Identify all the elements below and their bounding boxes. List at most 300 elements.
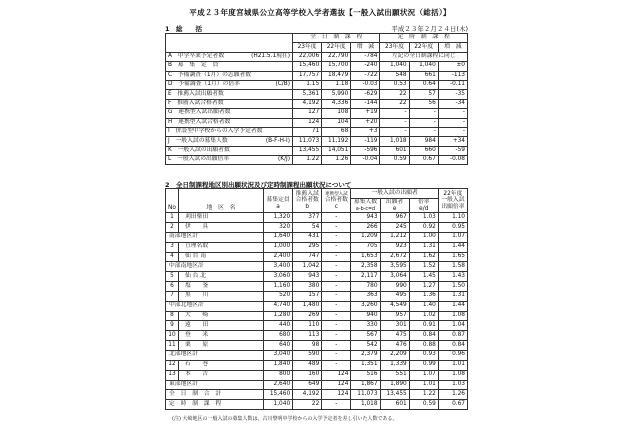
row-label	[166, 62, 293, 71]
district-name: 定 時 制 課 程	[166, 400, 264, 410]
value-cell: 923	[380, 242, 409, 252]
value-cell: 57	[409, 90, 438, 99]
value-cell: 0.92	[409, 223, 438, 233]
value-cell: 1.26	[438, 390, 467, 400]
value-cell: -	[322, 311, 351, 321]
value-cell: -	[409, 118, 438, 127]
value-cell: 1.07	[409, 370, 438, 380]
value-cell: -	[322, 331, 351, 341]
value-cell: 1.03	[409, 213, 438, 223]
district-no: 11	[166, 341, 179, 351]
value-cell: 2,672	[380, 252, 409, 262]
column-header: 増 減	[438, 43, 467, 52]
value-cell: 4,336	[322, 99, 351, 108]
value-cell: 380	[293, 282, 322, 292]
district-name: 黒 川	[179, 291, 264, 301]
value-cell: 661	[409, 71, 438, 80]
value-cell: 1.31	[409, 242, 438, 252]
district-name: 石 巻	[179, 360, 264, 370]
value-cell: 11,073	[293, 137, 322, 146]
value-cell: 1.45	[409, 272, 438, 282]
district-name: 中部北地区計	[166, 301, 264, 311]
row-label-text: H 連携型入試合格者数	[168, 118, 231, 125]
table-row	[166, 223, 468, 233]
value-cell: 4,740	[264, 301, 293, 311]
value-cell: 124	[293, 118, 322, 127]
value-cell: 22	[380, 90, 409, 99]
value-cell: 1.08	[438, 311, 467, 321]
value-cell: 4,192	[293, 99, 322, 108]
table-row	[166, 99, 468, 108]
col-b: 推薦入試 合格者数 b	[293, 189, 322, 213]
col-prev: 22年度 一般入試 出願倍率	[438, 189, 467, 213]
value-cell: 1.36	[409, 291, 438, 301]
corner-cell	[166, 34, 293, 53]
value-cell: +3	[351, 127, 380, 136]
value-cell: -	[380, 118, 409, 127]
value-cell: 1,018	[351, 400, 380, 410]
merged-cell: 左記の全日制課程に同じ	[380, 52, 468, 61]
value-cell: 13,455	[380, 390, 409, 400]
value-cell: -	[438, 109, 467, 118]
row-label-text: E 推薦入試出願者数	[168, 90, 224, 97]
value-cell: 601	[380, 400, 409, 410]
value-cell: 11,192	[322, 137, 351, 146]
value-cell: 3,040	[264, 350, 293, 360]
value-cell: -	[322, 223, 351, 233]
value-cell: 56	[409, 99, 438, 108]
subtotal-row	[166, 350, 468, 360]
value-cell: 489	[293, 360, 322, 370]
subtotal-row	[166, 232, 468, 242]
row-label-text: J 一般入試の募集人数	[168, 137, 228, 144]
value-cell: 1,653	[351, 252, 380, 262]
value-cell: -	[322, 301, 351, 311]
value-cell: 990	[380, 282, 409, 292]
value-cell: 0.88	[409, 341, 438, 351]
value-cell: 800	[264, 370, 293, 380]
subtotal-row	[166, 262, 468, 272]
value-cell: 3,060	[264, 272, 293, 282]
value-cell: -	[322, 252, 351, 262]
district-no: 5	[166, 272, 179, 282]
value-cell: 1,040	[264, 400, 293, 410]
value-cell: 1.22	[409, 390, 438, 400]
value-cell: 295	[293, 242, 322, 252]
district-name: 刈田柴田	[179, 213, 264, 223]
value-cell: 1,890	[380, 380, 409, 390]
table-row	[166, 213, 468, 223]
district-name: 栗 原	[179, 341, 264, 351]
value-cell: -	[322, 213, 351, 223]
value-cell: 5,990	[322, 90, 351, 99]
value-cell: 940	[351, 311, 380, 321]
district-name: 大 崎	[179, 311, 264, 321]
table-row	[166, 109, 468, 118]
value-cell: 1,867	[351, 380, 380, 390]
value-cell: 0.87	[438, 331, 467, 341]
row-label	[166, 80, 293, 89]
value-cell: 14,051	[322, 146, 351, 155]
value-cell: 2,640	[264, 380, 293, 390]
value-cell: +34	[438, 137, 467, 146]
row-label-text: I 併設型中学校からの入学予定者数	[168, 128, 263, 135]
value-cell: 1.22	[293, 156, 322, 165]
value-cell: 542	[351, 341, 380, 351]
value-cell: 1.10	[438, 213, 467, 223]
value-cell: 1,042	[293, 262, 322, 272]
value-cell: 1.07	[438, 232, 467, 242]
value-cell: 2,379	[351, 350, 380, 360]
value-cell: 0.59	[409, 400, 438, 410]
value-cell: 1.50	[438, 282, 467, 292]
value-cell: -596	[351, 146, 380, 155]
row-label	[166, 118, 293, 127]
value-cell: 5,361	[293, 90, 322, 99]
table-row	[166, 360, 468, 370]
district-name: 南部地区計	[166, 232, 264, 242]
table-row	[166, 62, 468, 71]
district-no: 1	[166, 213, 179, 223]
col-general: 一般入試の出願者	[351, 189, 438, 199]
district-name: 本 吉	[179, 370, 264, 380]
value-cell: 1,209	[351, 232, 380, 242]
row-label-note: (H21.5.1現在)	[251, 53, 290, 60]
value-cell: 516	[351, 370, 380, 380]
row-label-note: (C/B)	[275, 81, 290, 88]
table-row	[166, 321, 468, 331]
row-label-text: L 一般入試の出願倍率	[168, 156, 230, 163]
value-cell: 1.18	[322, 80, 351, 89]
value-cell: -	[380, 109, 409, 118]
value-cell: 13,455	[293, 146, 322, 155]
col-ratio: 倍率 e/d	[409, 198, 438, 212]
value-cell: 680	[264, 331, 293, 341]
value-cell: -	[322, 360, 351, 370]
value-cell: 269	[293, 311, 322, 321]
value-cell: 1.04	[438, 321, 467, 331]
row-label	[166, 156, 293, 165]
value-cell: 17,757	[293, 71, 322, 80]
row-label-text: D 予備調査（1月）の倍率	[168, 81, 240, 88]
value-cell: 431	[293, 232, 322, 242]
value-cell: 1,018	[380, 137, 409, 146]
table-row	[166, 52, 468, 61]
value-cell: 22	[293, 400, 322, 410]
row-label-note: (B-F-H-I)	[265, 137, 290, 144]
value-cell: -	[438, 118, 467, 127]
table-row	[166, 156, 468, 165]
row-label-text: K 一般入試の出願者数	[168, 146, 230, 153]
value-cell: -	[322, 291, 351, 301]
value-cell: 1.58	[438, 262, 467, 272]
district-name: 仙 台 北	[179, 272, 264, 282]
value-cell: -35	[438, 90, 467, 99]
value-cell: 1.01	[409, 380, 438, 390]
value-cell: +20	[351, 118, 380, 127]
district-name: 北部地区計	[166, 350, 264, 360]
value-cell: 0.53	[380, 80, 409, 89]
value-cell: -240	[351, 62, 380, 71]
value-cell: 1.26	[322, 156, 351, 165]
value-cell: -	[322, 232, 351, 242]
col-e: 出願者 e	[380, 198, 409, 212]
value-cell: 1,640	[264, 232, 293, 242]
table-row	[166, 80, 468, 89]
value-cell: 110	[293, 321, 322, 331]
row-label-text: C 予備調査（1月）の志願者数	[168, 71, 252, 78]
row-label-text: F 推薦入試合格者数	[168, 100, 224, 107]
document-title: 平成２３年度宮城県公立高等学校入学者選抜【一般入試出願状況（総括）】	[189, 8, 451, 17]
district-name: 登 米	[179, 331, 264, 341]
value-cell: 160	[293, 370, 322, 380]
district-name: 遠 田	[179, 321, 264, 331]
table-row	[166, 127, 468, 136]
value-cell: +19	[351, 109, 380, 118]
value-cell: 68	[322, 127, 351, 136]
column-header: 増 減	[351, 43, 380, 52]
value-cell: 0.67	[409, 156, 438, 165]
value-cell: 245	[380, 223, 409, 233]
value-cell: 0.95	[438, 223, 467, 233]
value-cell: 1.62	[409, 252, 438, 262]
district-no: 13	[166, 370, 179, 380]
table-row	[166, 311, 468, 321]
value-cell: 0.99	[409, 360, 438, 370]
total-row	[166, 400, 468, 410]
row-label	[166, 52, 293, 61]
table-row	[166, 137, 468, 146]
value-cell: 1.15	[293, 80, 322, 89]
value-cell: 590	[293, 350, 322, 360]
value-cell: 11,073	[351, 390, 380, 400]
district-no: 12	[166, 360, 179, 370]
value-cell: 551	[380, 370, 409, 380]
table-row	[166, 252, 468, 262]
value-cell: 71	[293, 127, 322, 136]
value-cell: 3,595	[380, 262, 409, 272]
value-cell: 747	[293, 252, 322, 262]
district-name: 東部地区計	[166, 380, 264, 390]
value-cell: -0.11	[438, 80, 467, 89]
district-no: 9	[166, 321, 179, 331]
value-cell: -34	[438, 99, 467, 108]
district-name: 伊 具	[179, 223, 264, 233]
district-no: 8	[166, 311, 179, 321]
district-no: 3	[166, 242, 179, 252]
value-cell: -	[409, 127, 438, 136]
district-no: 10	[166, 331, 179, 341]
value-cell: -	[438, 127, 467, 136]
row-label-text: A 中学卒業予定者数	[168, 53, 225, 60]
value-cell: 1.01	[438, 360, 467, 370]
value-cell: -	[380, 127, 409, 136]
table-row	[166, 282, 468, 292]
value-cell: 1.52	[409, 262, 438, 272]
value-cell: 984	[409, 137, 438, 146]
value-cell: 967	[380, 213, 409, 223]
value-cell: 3,400	[264, 262, 293, 272]
value-cell: 3,064	[380, 272, 409, 282]
value-cell: 780	[351, 282, 380, 292]
value-cell: 0.64	[409, 80, 438, 89]
value-cell: 54	[293, 223, 322, 233]
value-cell: 113	[293, 331, 322, 341]
value-cell: 1,000	[264, 242, 293, 252]
value-cell: 330	[351, 321, 380, 331]
value-cell: -	[322, 321, 351, 331]
value-cell: 157	[293, 291, 322, 301]
value-cell: 1.08	[438, 370, 467, 380]
value-cell: 2,117	[351, 272, 380, 282]
value-cell: 1,160	[264, 282, 293, 292]
table-row	[166, 331, 468, 341]
value-cell: 104	[322, 118, 351, 127]
value-cell: 476	[380, 341, 409, 351]
total-row	[166, 390, 468, 400]
col-name: 地 区 名	[179, 189, 264, 213]
value-cell: -629	[351, 90, 380, 99]
value-cell: 363	[351, 291, 380, 301]
value-cell: 649	[293, 380, 322, 390]
district-no: 7	[166, 291, 179, 301]
table-row	[166, 118, 468, 127]
value-cell: -	[322, 341, 351, 351]
value-cell: 15,700	[322, 62, 351, 71]
full-time-header: 全 日 制 課 程	[293, 34, 380, 43]
value-cell: -722	[351, 71, 380, 80]
value-cell: 0.59	[380, 156, 409, 165]
value-cell: -	[322, 242, 351, 252]
table-row	[166, 146, 468, 155]
value-cell: 1.31	[438, 291, 467, 301]
value-cell: -0.04	[351, 156, 380, 165]
value-cell: 22,790	[322, 52, 351, 61]
value-cell: 1,351	[351, 360, 380, 370]
district-no: 2	[166, 223, 179, 233]
footnote: (注) 大崎地区の一般入試の募集人数は、古川黎明中学校からの入学予定者を差し引いた人数である。	[172, 416, 398, 422]
row-label	[166, 109, 293, 118]
value-cell: 601	[380, 146, 409, 155]
value-cell: 266	[351, 223, 380, 233]
value-cell: 1,040	[409, 62, 438, 71]
value-cell: 1.02	[409, 311, 438, 321]
row-label-note: (K/J)	[278, 156, 290, 163]
column-header: 23年度	[380, 43, 409, 52]
row-label-text: B 募 集 定 員	[168, 62, 219, 69]
value-cell: 495	[380, 291, 409, 301]
value-cell: -	[409, 109, 438, 118]
value-cell: 124	[322, 380, 351, 390]
value-cell: 320	[264, 223, 293, 233]
col-c: 連携型入試 合格者数 c	[322, 189, 351, 213]
value-cell: 0.96	[438, 350, 467, 360]
value-cell: -	[322, 350, 351, 360]
value-cell: 567	[351, 331, 380, 341]
value-cell: 475	[380, 331, 409, 341]
district-name: 全 日 制 合 計	[166, 390, 264, 400]
value-cell: 301	[380, 321, 409, 331]
value-cell: 1.65	[438, 252, 467, 262]
value-cell: 660	[409, 146, 438, 155]
table-row	[166, 272, 468, 282]
value-cell: 108	[322, 109, 351, 118]
value-cell: 1,212	[380, 232, 409, 242]
district-no: 6	[166, 282, 179, 292]
district-name: 塩 釜	[179, 282, 264, 292]
value-cell: 3,260	[351, 301, 380, 311]
value-cell: -0.03	[351, 80, 380, 89]
value-cell: 1.03	[438, 380, 467, 390]
district-no: 4	[166, 252, 179, 262]
value-cell: 1.43	[438, 272, 467, 282]
value-cell: 127	[293, 109, 322, 118]
value-cell: -0.08	[438, 156, 467, 165]
row-label	[166, 146, 293, 155]
section2-heading: 2 全日制課程地区別出願状況及び定時制課程出願状況について	[165, 181, 352, 189]
value-cell: 18,479	[322, 71, 351, 80]
value-cell: -113	[438, 71, 467, 80]
row-label	[166, 137, 293, 146]
value-cell: 705	[351, 242, 380, 252]
column-header: 23年度	[293, 43, 322, 52]
summary-table	[165, 33, 468, 165]
col-d: 募集人数 a-b-c=d	[351, 198, 380, 212]
value-cell: -59	[438, 146, 467, 155]
table-row	[166, 71, 468, 80]
value-cell: 1,040	[380, 62, 409, 71]
value-cell: 0.91	[409, 321, 438, 331]
value-cell: ±0	[438, 62, 467, 71]
column-header: 22年度	[322, 43, 351, 52]
row-label	[166, 90, 293, 99]
value-cell: 124	[322, 370, 351, 380]
value-cell: -	[322, 272, 351, 282]
value-cell: 1.44	[438, 301, 467, 311]
table-row	[166, 341, 468, 351]
value-cell: 640	[264, 341, 293, 351]
value-cell: 0.84	[409, 331, 438, 341]
value-cell: 1,280	[264, 311, 293, 321]
district-name: 中部南地区計	[166, 262, 264, 272]
section1-heading: 1 総 括	[165, 25, 203, 33]
district-table	[165, 188, 468, 410]
value-cell: -	[322, 282, 351, 292]
value-cell: -	[322, 262, 351, 272]
value-cell: 2,400	[264, 252, 293, 262]
row-label-text: G 連携型入試出願者数	[168, 109, 231, 116]
table-row	[166, 370, 468, 380]
col-no: No	[166, 189, 179, 213]
part-time-header: 定 時 制 課 程	[380, 34, 468, 43]
value-cell: 2,358	[351, 262, 380, 272]
value-cell: -144	[351, 99, 380, 108]
row-label	[166, 99, 293, 108]
value-cell: 1.44	[438, 242, 467, 252]
subtotal-row	[166, 380, 468, 390]
value-cell: 22	[380, 99, 409, 108]
value-cell: 124	[322, 390, 351, 400]
value-cell: 0.67	[438, 400, 467, 410]
value-cell: 2,209	[380, 350, 409, 360]
value-cell: 1,339	[380, 360, 409, 370]
value-cell: 1,840	[264, 360, 293, 370]
district-name: 亘理名取	[179, 242, 264, 252]
value-cell: 98	[293, 341, 322, 351]
table-row	[166, 291, 468, 301]
value-cell: -	[322, 400, 351, 410]
value-cell: 1.00	[409, 232, 438, 242]
